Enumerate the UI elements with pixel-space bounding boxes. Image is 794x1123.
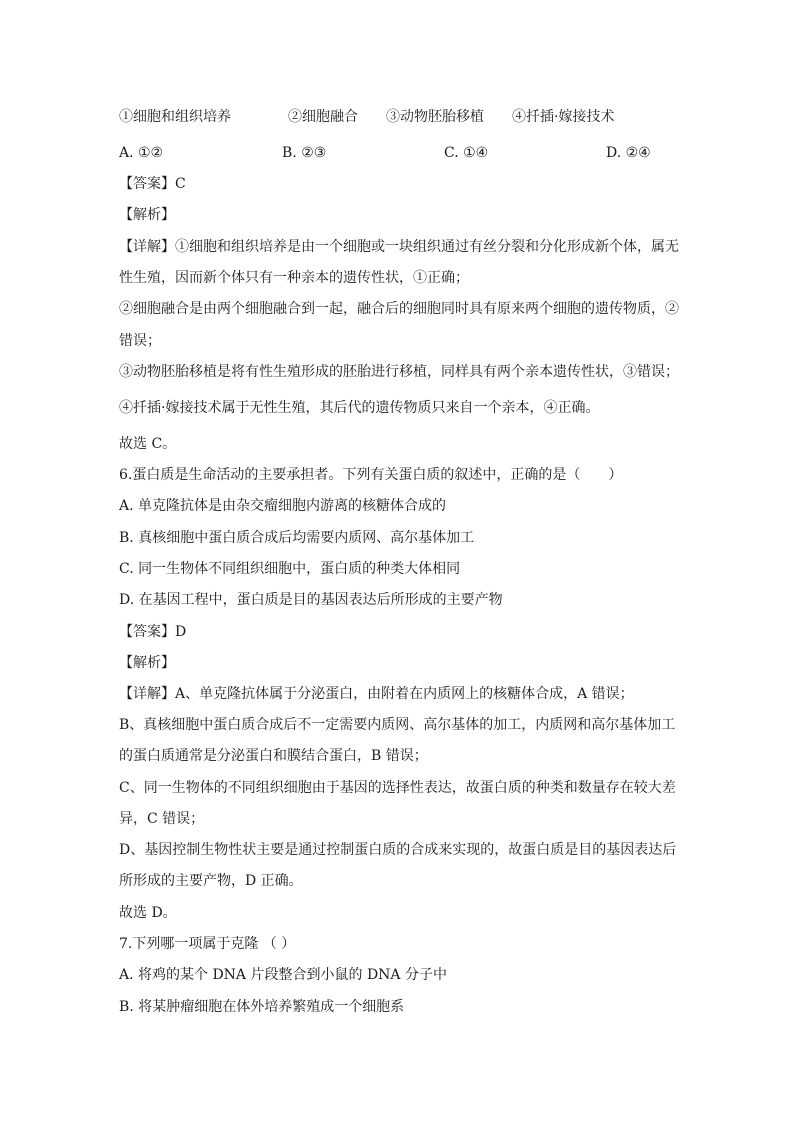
q5-item-2: ②细胞融合 bbox=[288, 109, 358, 125]
q5-analysis-heading: 【解析】 bbox=[119, 207, 175, 223]
q5-detail-line: ④扦插·嫁接技术属于无性生殖，其后代的遗传物质只来自一个亲本，④正确。 bbox=[119, 400, 600, 416]
q6-stem: 6.蛋白质是生命活动的主要承担者。下列有关蛋白质的叙述中，正确的是（ ） bbox=[119, 467, 623, 483]
q5-option-d: D. ②④ bbox=[606, 145, 651, 161]
q5-conclusion: 故选 C。 bbox=[119, 436, 177, 452]
q6-detail-line: 的蛋白质通常是分泌蛋白和膜结合蛋白，B 错误； bbox=[119, 748, 428, 764]
q7-stem: 7.下列哪一项属于克隆 （ ） bbox=[119, 936, 296, 952]
q5-detail-line: ②细胞融合是由两个细胞融合到一起，融合后的细胞同时具有原来两个细胞的遗传物质，② bbox=[119, 301, 679, 317]
q6-option-b: B. 真核细胞中蛋白质合成后均需要内质网、高尔基体加工 bbox=[119, 530, 475, 546]
q5-detail-line: ③动物胚胎移植是将有性生殖形成的胚胎进行移植，同样具有两个亲本遗传性状，③错误； bbox=[119, 364, 679, 380]
q5-detail-line: 错误； bbox=[119, 333, 161, 349]
q6-detail-line: 所形成的主要产物，D 正确。 bbox=[119, 873, 303, 889]
q6-option-c: C. 同一生物体不同组织细胞中，蛋白质的种类大体相同 bbox=[119, 561, 461, 577]
q6-detail-line: B、真核细胞中蛋白质合成后不一定需要内质网、高尔基体的加工，内质网和高尔基体加工 bbox=[119, 717, 676, 733]
q5-detail-line: 性生殖，因而新个体只有一种亲本的遗传性状，①正确； bbox=[119, 270, 469, 286]
q5-item-4: ④扦插·嫁接技术 bbox=[512, 109, 615, 125]
q5-answer: 【答案】C bbox=[119, 176, 186, 192]
q6-detail-line: C、同一生物体的不同组织细胞由于基因的选择性表达，故蛋白质的种类和数量存在较大差 bbox=[119, 780, 676, 796]
q5-item-3: ③动物胚胎移植 bbox=[386, 109, 484, 125]
q6-detail-line: 【详解】A、单克隆抗体属于分泌蛋白，由附着在内质网上的核糖体合成，A 错误； bbox=[119, 686, 634, 702]
q5-item-1: ①细胞和组织培养 bbox=[119, 109, 231, 125]
q6-option-d: D. 在基因工程中，蛋白质是目的基因表达后所形成的主要产物 bbox=[119, 592, 503, 608]
q5-detail-line: 【详解】①细胞和组织培养是由一个细胞或一块组织通过有丝分裂和分化形成新个体，属无 bbox=[119, 239, 679, 255]
q7-option-b: B. 将某肿瘤细胞在体外培养繁殖成一个细胞系 bbox=[119, 999, 405, 1015]
q5-option-c: C. ①④ bbox=[444, 145, 489, 161]
q6-detail-line: D、基因控制生物性状主要是通过控制蛋白质的合成来实现的，故蛋白质是目的基因表达后 bbox=[119, 842, 677, 858]
q6-answer: 【答案】D bbox=[119, 624, 187, 640]
q5-option-a: A. ①② bbox=[119, 145, 164, 161]
q7-option-a: A. 将鸡的某个 DNA 片段整合到小鼠的 DNA 分子中 bbox=[119, 967, 447, 983]
q6-option-a: A. 单克隆抗体是由杂交瘤细胞内游离的核糖体合成的 bbox=[119, 498, 447, 514]
q6-conclusion: 故选 D。 bbox=[119, 905, 177, 921]
q6-detail-line: 异，C 错误； bbox=[119, 811, 205, 827]
q5-option-b: B. ②③ bbox=[282, 145, 327, 161]
q6-analysis-heading: 【解析】 bbox=[119, 655, 175, 671]
